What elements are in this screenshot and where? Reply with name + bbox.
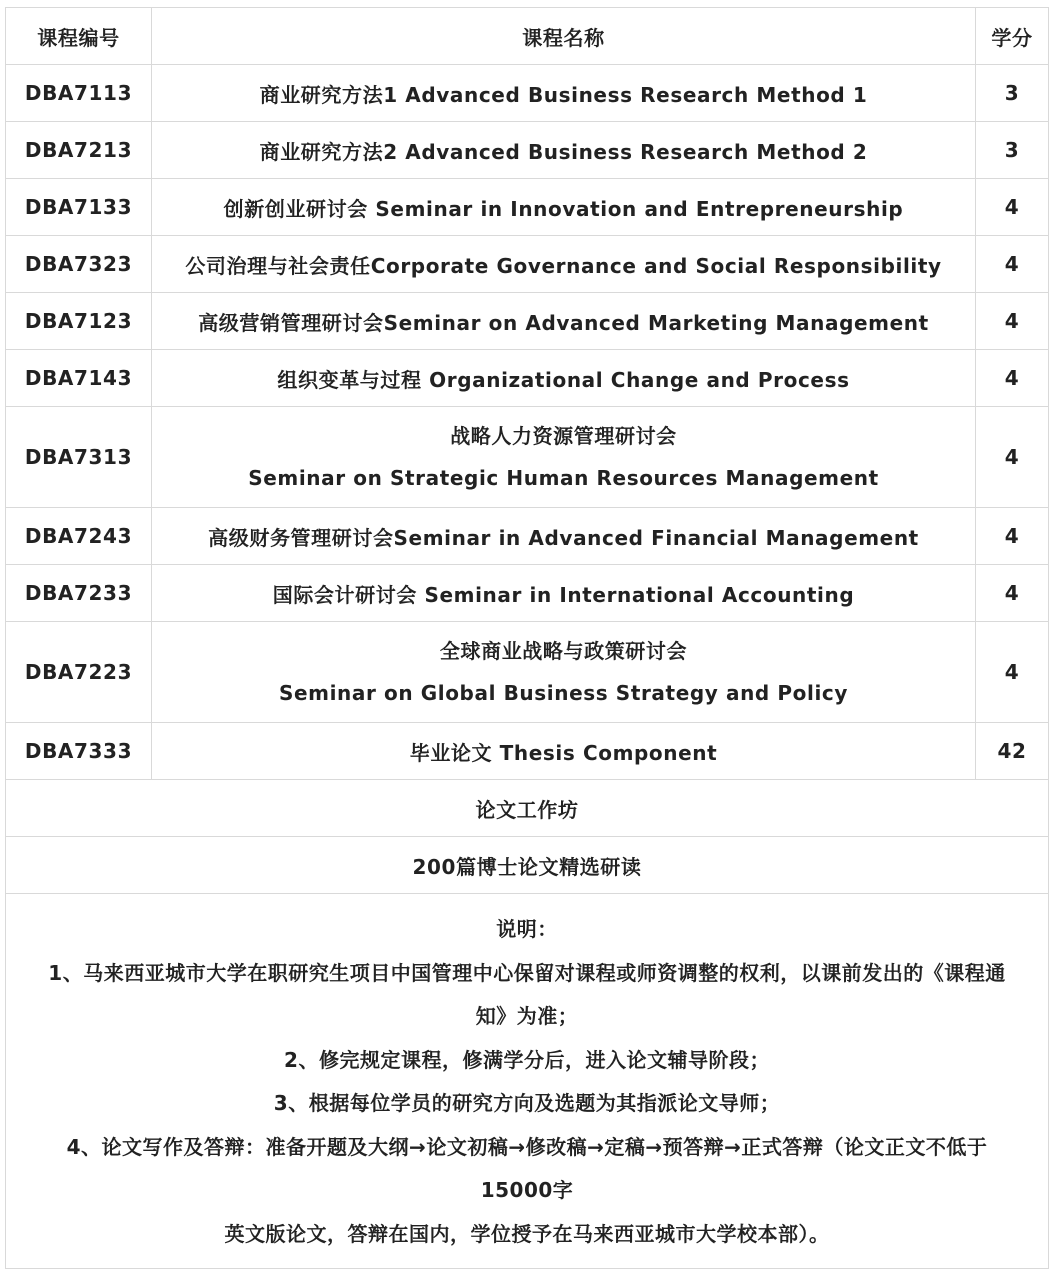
course-name-chinese: 战略人力资源管理研讨会 [450, 424, 677, 448]
notes-heading: 说明： [496, 917, 558, 941]
course-name: 创新创业研讨会 Seminar in Innovation and Entrepreneurship [152, 179, 976, 236]
course-credit: 4 [976, 179, 1049, 236]
table-row [6, 236, 1049, 293]
course-name: 公司治理与社会责任Corporate Governance and Social Responsibility [152, 236, 976, 293]
course-code: DBA7123 [6, 293, 152, 350]
header-credit: 学分 [976, 8, 1049, 65]
course-table [5, 7, 1049, 1269]
table-row [6, 622, 1049, 723]
course-credit: 42 [976, 723, 1049, 780]
note-line: 英文版论文，答辩在国内，学位授予在马来西亚城市大学校本部）。 [224, 1221, 830, 1246]
course-code: DBA7323 [6, 236, 152, 293]
workshop-cell: 论文工作坊 [6, 780, 1049, 837]
table-row [6, 65, 1049, 122]
course-name [152, 622, 976, 723]
course-name: 商业研究方法1 Advanced Business Research Method 1 [152, 65, 976, 122]
table-row [6, 293, 1049, 350]
course-credit: 3 [976, 122, 1049, 179]
course-code: DBA7333 [6, 723, 152, 780]
table-header-row [6, 8, 1049, 65]
table-row [6, 723, 1049, 780]
table-row [6, 350, 1049, 407]
reading-row [6, 837, 1049, 894]
table-row [6, 179, 1049, 236]
table-row [6, 508, 1049, 565]
course-name: 国际会计研讨会 Seminar in International Accounting [152, 565, 976, 622]
header-course-code: 课程编号 [6, 8, 152, 65]
course-code: DBA7113 [6, 65, 152, 122]
course-credit: 4 [976, 293, 1049, 350]
course-name-english: Seminar on Global Business Strategy and Policy [278, 681, 848, 705]
note-line: 1、马来西亚城市大学在职研究生项目中国管理中心保留对课程或师资调整的权利，以课前发出的《课程通 [48, 960, 1006, 985]
course-credit: 4 [976, 350, 1049, 407]
course-name [152, 407, 976, 508]
course-credit: 4 [976, 407, 1049, 508]
course-name-chinese: 全球商业战略与政策研讨会 [439, 639, 688, 663]
course-credit: 3 [976, 65, 1049, 122]
table-row [6, 122, 1049, 179]
note-line: 3、根据每位学员的研究方向及选题为其指派论文导师； [273, 1091, 781, 1115]
note-line: 知》为准； [475, 1004, 579, 1028]
course-code: DBA7243 [6, 508, 152, 565]
note-line: 4、论文写作及答辩：准备开题及大纲→论文初稿→修改稿→定稿→预答辩→正式答辩（论文正文不低于 [66, 1134, 988, 1159]
course-code: DBA7213 [6, 122, 152, 179]
course-name: 毕业论文 Thesis Component [152, 723, 976, 780]
notes-row [6, 894, 1049, 1269]
table-row [6, 407, 1049, 508]
course-code: DBA7143 [6, 350, 152, 407]
course-name: 高级财务管理研讨会Seminar in Advanced Financial Management [152, 508, 976, 565]
notes-cell [6, 894, 1049, 1269]
course-credit: 4 [976, 508, 1049, 565]
course-code: DBA7313 [6, 407, 152, 508]
note-line: 15000字 [480, 1178, 574, 1202]
course-credit: 4 [976, 236, 1049, 293]
course-name-english: Seminar on Strategic Human Resources Management [248, 466, 879, 490]
course-credit: 4 [976, 622, 1049, 723]
course-code: DBA7133 [6, 179, 152, 236]
reading-cell: 200篇博士论文精选研读 [6, 837, 1049, 894]
course-code: DBA7233 [6, 565, 152, 622]
course-credit: 4 [976, 565, 1049, 622]
course-code: DBA7223 [6, 622, 152, 723]
note-line: 2、修完规定课程，修满学分后，进入论文辅导阶段； [284, 1047, 770, 1072]
course-name: 组织变革与过程 Organizational Change and Process [152, 350, 976, 407]
header-course-name: 课程名称 [152, 8, 976, 65]
course-name: 商业研究方法2 Advanced Business Research Method 2 [152, 122, 976, 179]
table-row [6, 565, 1049, 622]
course-name: 高级营销管理研讨会Seminar on Advanced Marketing Management [152, 293, 976, 350]
workshop-row [6, 780, 1049, 837]
